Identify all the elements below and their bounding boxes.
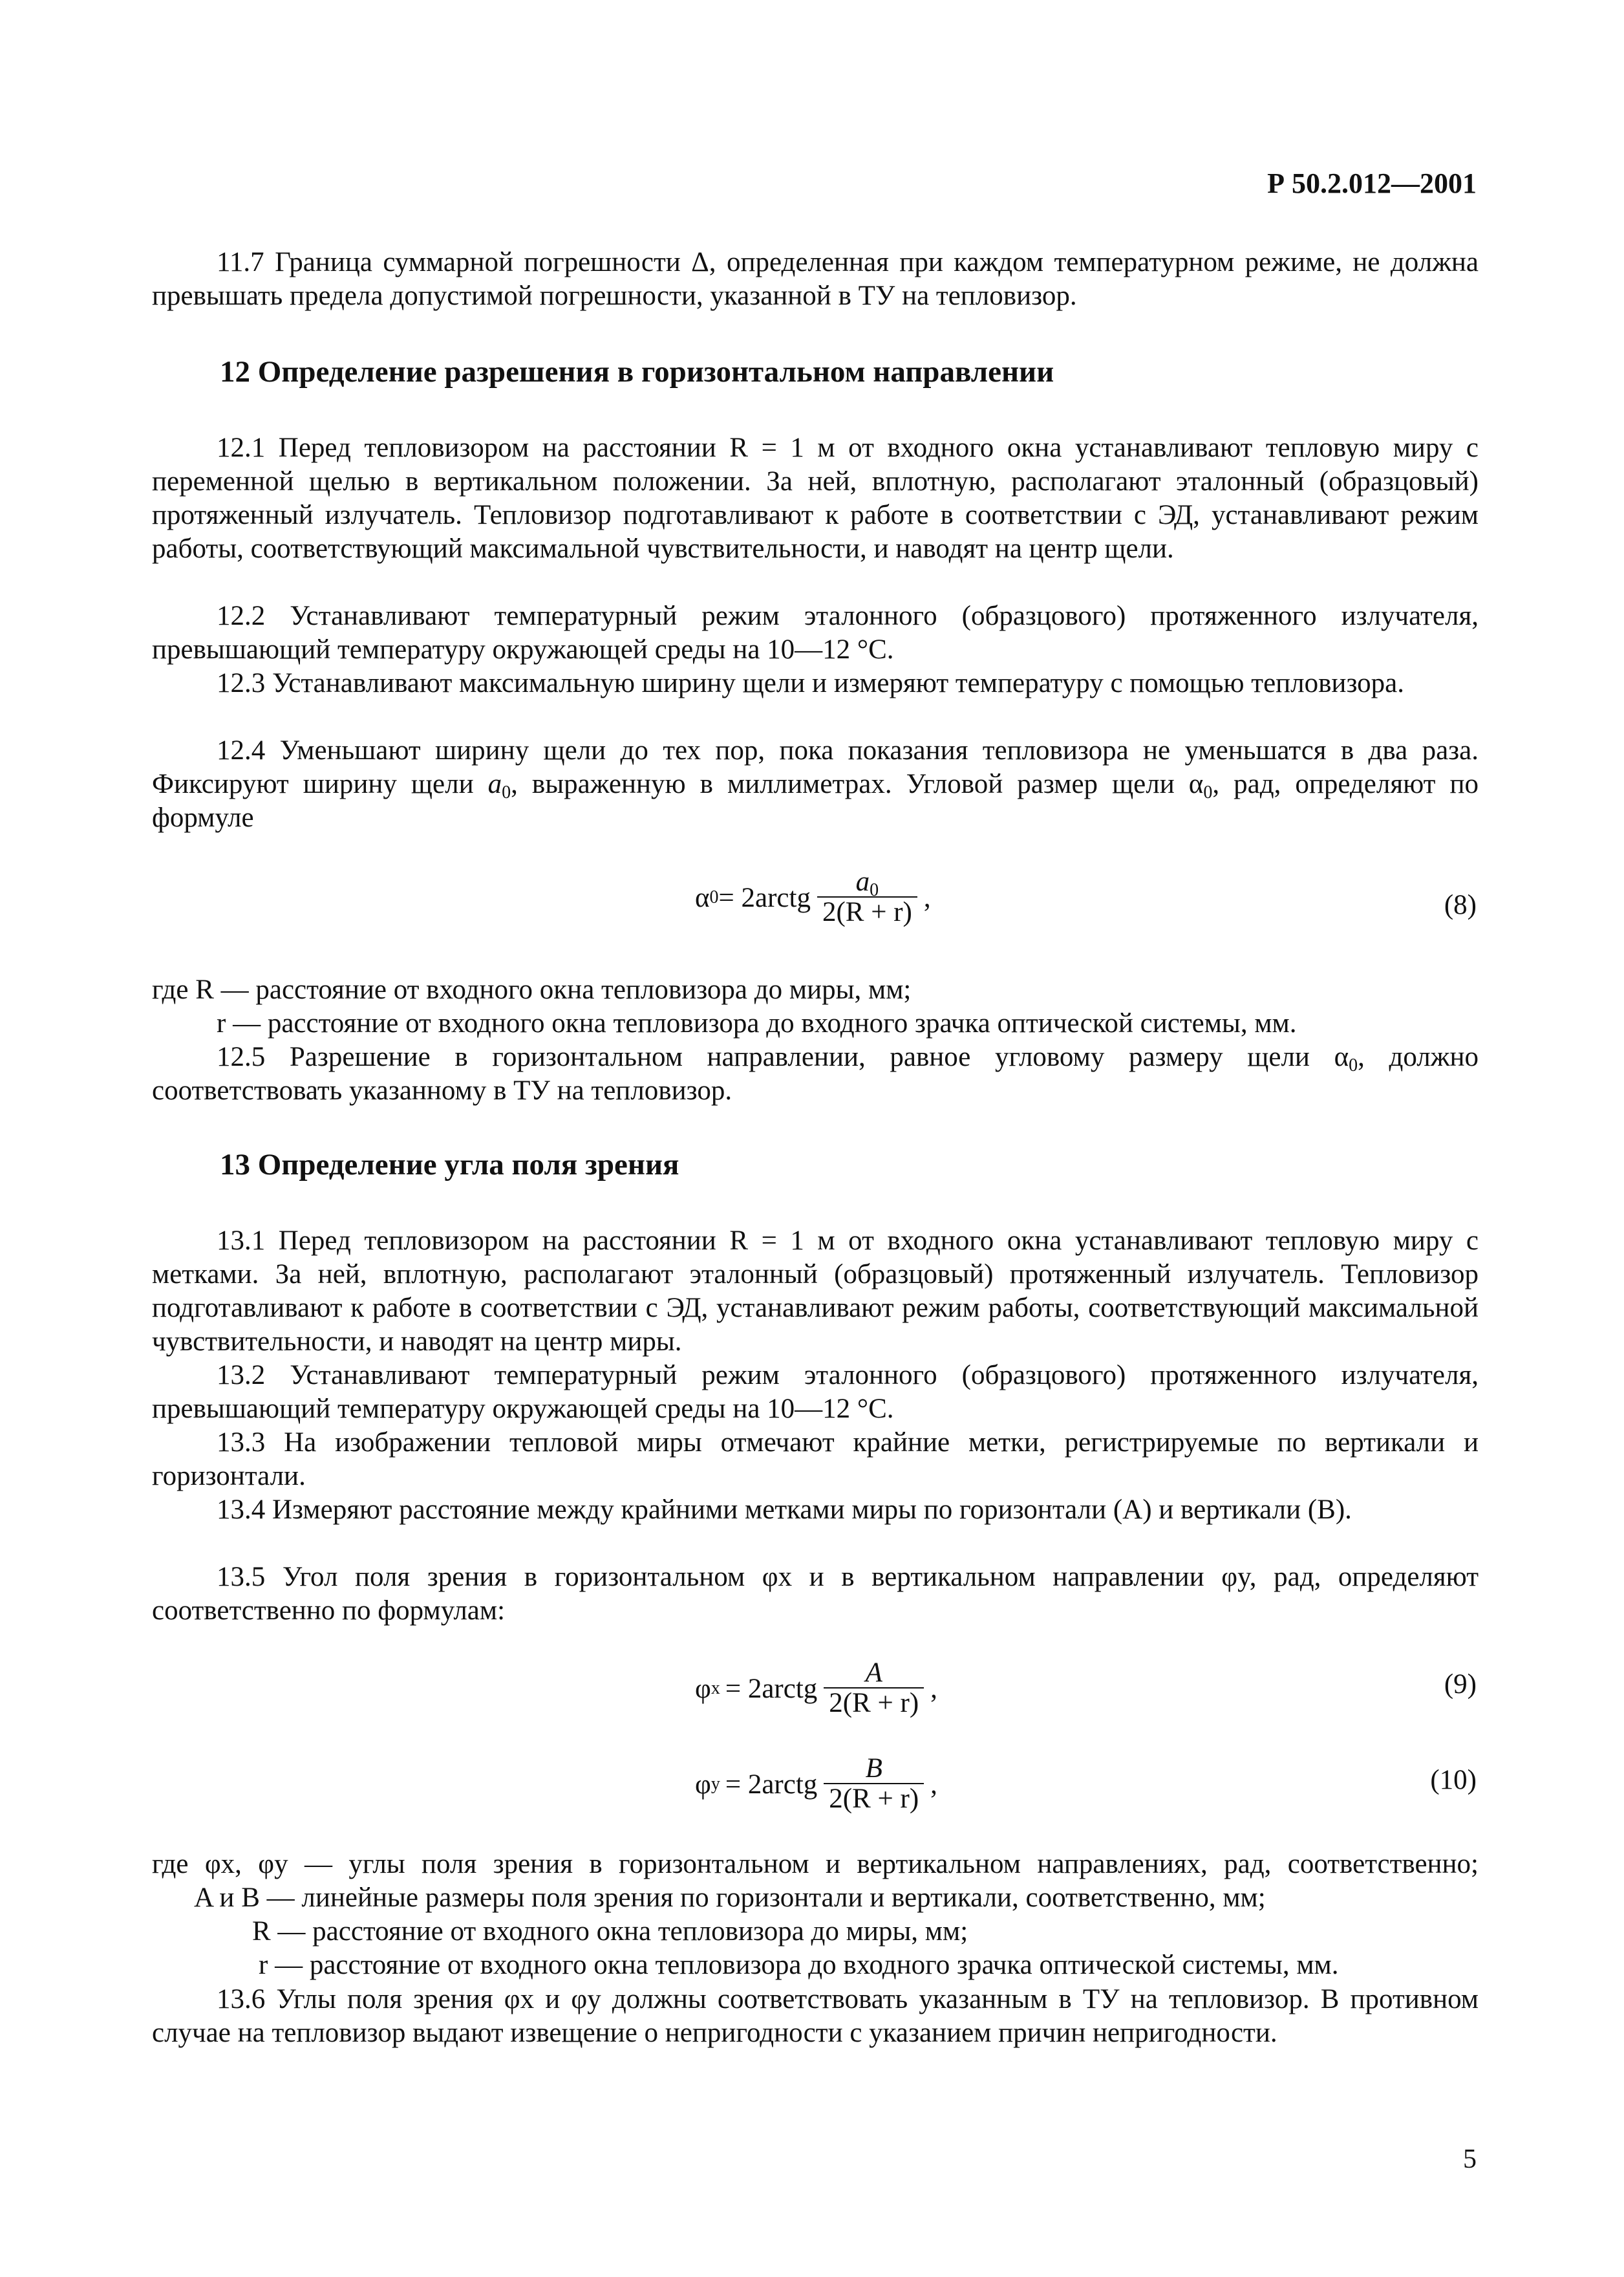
paragraph-13-4: 13.4 Измеряют расстояние между крайними метками миры по горизонтали (A) и вертикали (B). — [217, 1495, 1352, 1525]
formula-8-number: (8) — [1444, 890, 1477, 920]
section-13-heading: 13 Определение угла поля зрения — [220, 1148, 679, 1182]
paragraph-12-4: 12.4 Уменьшают ширину щели до тех пор, пока показания тепловизора не уменьшатся в два раза. Фиксируют ширину щели $a_0$, выраженную в миллиметрах. Угловой размер щели $\alpha_0$, рад, определяют по формуле — [152, 735, 1479, 833]
paragraph-12-3: 12.3 Устанавливают максимальную ширину щели и измеряют температуру с помощью тепловизора. — [217, 668, 1405, 698]
page-number: 5 — [1463, 2144, 1477, 2174]
paragraph-12-2: 12.2 Устанавливают температурный режим эталонного (образцового) протяженного излучателя, превышающий температуру окружающей среды на 10—12 °С. — [152, 601, 1479, 665]
paragraph-13-2: 13.2 Устанавливают температурный режим эталонного (образцового) протяженного излучателя, превышающий температуру окружающей среды на 10—12 °С. — [152, 1360, 1479, 1424]
definition-R: R — расстояние от входного окна тепловизора до миры, мм; — [252, 1916, 968, 1947]
paragraph-12-1: 12.1 Перед тепловизором на расстоянии R = 1 м от входного окна устанавливают тепловую миру с переменной щелью в вертикальном положении. За ней, вплотную, располагают эталонный (образцовый) протяженный излучатель. Тепловизор подготавливают к работе в соответствии с ЭД, устанавливают режим работы, соответствующий максимальной чувствительности, и наводят на центр щели. — [152, 433, 1479, 564]
formula-9-number: (9) — [1444, 1669, 1477, 1700]
paragraph-13-6: 13.6 Углы поля зрения φx и φy должны соответствовать указанным в ТУ на тепловизор. В противном случае на тепловизор выдают извещение о непригодности с указанием причин непригодности. — [152, 1984, 1479, 2048]
definition-phi: где φx, φy — углы поля зрения в горизонтальном и вертикальном направлениях, рад, соответственно; — [152, 1849, 1479, 1879]
paragraph-12-5: 12.5 Разрешение в горизонтальном направлении, равное угловому размеру щели $\alpha_0$, должно соответствовать указанному в ТУ на тепловизор. — [152, 1042, 1479, 1106]
where-r: r — расстояние от входного окна тепловизора до входного зрачка оптической системы, мм. — [217, 1008, 1297, 1039]
formula-8: α 0 = 2arctg $\frac{a_0}{2(R + r)}$ , — [695, 867, 931, 927]
paragraph-11-7: 11.7 Граница суммарной погрешности Δ, определенная при каждом температурном режиме, не должна превышать предела допустимой погрешности, указанной в ТУ на тепловизор. — [152, 247, 1479, 311]
definition-A-B: A и B — линейные размеры поля зрения по горизонтали и вертикали, соответственно, мм; — [194, 1883, 1266, 1913]
document-number: Р 50.2.012—2001 — [1267, 167, 1477, 199]
section-12-heading: 12 Определение разрешения в горизонтальном направлении — [220, 355, 1054, 389]
paragraph-13-1: 13.1 Перед тепловизором на расстоянии R = 1 м от входного окна устанавливают тепловую миру с метками. За ней, вплотную, располагают эталонный (образцовый) протяженный излучатель. Тепловизор подготавливают к работе в соответствии с ЭД, устанавливают режим работы, соответствующий максимальной чувствительности, и наводят на центр миры. — [152, 1225, 1479, 1357]
paragraph-13-3: 13.3 На изображении тепловой миры отмечают крайние метки, регистрируемые по вертикали и горизонтали. — [152, 1427, 1479, 1491]
where-R: где R — расстояние от входного окна тепловизора до миры, мм; — [152, 975, 912, 1005]
formula-10-number: (10) — [1430, 1765, 1477, 1795]
definition-r: r — расстояние от входного окна тепловизора до входного зрачка оптической системы, мм. — [259, 1950, 1339, 1980]
formula-9: φ x = 2arctg $\frac{A}{2(R + r)}$ , — [695, 1657, 937, 1718]
paragraph-13-5: 13.5 Угол поля зрения в горизонтальном φx и в вертикальном направлении φy, рад, определяют соответственно по формулам: — [152, 1562, 1479, 1626]
formula-10: φ y = 2arctg $\frac{B}{2(R + r)}$ , — [695, 1753, 937, 1814]
